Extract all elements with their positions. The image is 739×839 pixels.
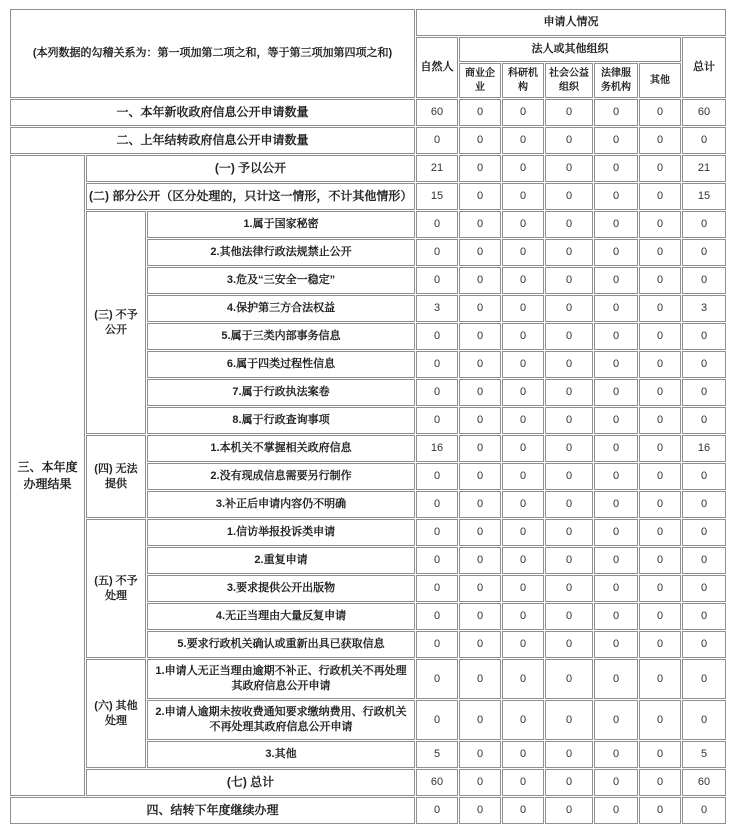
value-cell: 0 [459,99,501,126]
row-label: 二、上年结转政府信息公开申请数量 [10,127,415,154]
value-cell: 0 [416,463,458,490]
value-cell: 0 [416,491,458,518]
value-cell: 0 [459,797,501,824]
value-cell: 0 [545,183,593,210]
value-cell: 0 [639,463,681,490]
item-label: 3.危及“三安全一稳定” [147,267,415,294]
value-cell: 0 [502,323,544,350]
value-cell: 0 [502,127,544,154]
value-cell: 0 [459,155,501,182]
item-label: 7.属于行政执法案卷 [147,379,415,406]
value-cell: 0 [545,351,593,378]
value-cell: 0 [639,575,681,602]
value-cell: 0 [639,631,681,658]
value-cell: 0 [502,295,544,322]
value-cell: 0 [639,603,681,630]
value-cell: 0 [416,407,458,434]
value-cell: 0 [502,547,544,574]
value-cell: 0 [594,769,638,796]
disclosure-request-table [9,8,727,825]
value-cell: 0 [502,700,544,740]
value-cell: 0 [545,323,593,350]
value-cell: 0 [459,407,501,434]
item-label: 2.申请人逾期未按收费通知要求缴纳费用、行政机关不再处理其政府信息公开申请 [147,700,415,740]
row-label: (一) 予以公开 [86,155,415,182]
value-cell: 0 [416,379,458,406]
value-cell: 0 [682,127,726,154]
value-cell: 0 [502,491,544,518]
group-label-other: (六) 其他处理 [86,659,146,768]
value-cell: 0 [682,575,726,602]
value-cell: 0 [594,741,638,768]
value-cell: 0 [639,379,681,406]
value-cell: 0 [459,183,501,210]
value-cell: 3 [682,295,726,322]
value-cell: 0 [594,379,638,406]
value-cell: 0 [682,519,726,546]
value-cell: 0 [682,463,726,490]
value-cell: 0 [545,575,593,602]
value-cell: 0 [682,603,726,630]
value-cell: 0 [545,463,593,490]
value-cell: 0 [416,603,458,630]
row-label: (二) 部分公开（区分处理的，只计这一情形，不计其他情形） [86,183,415,210]
value-cell: 0 [594,183,638,210]
value-cell: 16 [416,435,458,462]
section3-label: 三、本年度办理结果 [10,155,85,796]
research-institution-header: 科研机构 [502,63,544,98]
value-cell: 0 [639,659,681,699]
value-cell: 0 [459,127,501,154]
value-cell: 0 [594,407,638,434]
value-cell: 0 [416,631,458,658]
group-label-denied: (三) 不予公开 [86,211,146,434]
value-cell: 0 [682,797,726,824]
value-cell: 0 [594,603,638,630]
natural-person-header: 自然人 [416,37,458,98]
value-cell: 0 [545,267,593,294]
value-cell: 0 [682,211,726,238]
value-cell: 0 [545,211,593,238]
item-label: 3.要求提供公开出版物 [147,575,415,602]
value-cell: 0 [682,659,726,699]
value-cell: 60 [682,99,726,126]
value-cell: 60 [416,99,458,126]
applicant-status-header: 申请人情况 [416,9,726,36]
item-label: 5.要求行政机关确认或重新出具已获取信息 [147,631,415,658]
value-cell: 0 [682,267,726,294]
value-cell: 0 [502,379,544,406]
total-header: 总计 [682,37,726,98]
value-cell: 0 [459,295,501,322]
value-cell: 0 [594,519,638,546]
value-cell: 0 [545,741,593,768]
value-cell: 0 [594,575,638,602]
value-cell: 0 [639,127,681,154]
value-cell: 0 [682,491,726,518]
value-cell: 0 [639,183,681,210]
value-cell: 16 [682,435,726,462]
value-cell: 0 [682,351,726,378]
value-cell: 15 [416,183,458,210]
value-cell: 0 [502,769,544,796]
value-cell: 0 [639,211,681,238]
legal-service-org-header: 法律服务机构 [594,63,638,98]
value-cell: 0 [639,351,681,378]
value-cell: 0 [545,547,593,574]
row-label: (七) 总计 [86,769,415,796]
value-cell: 0 [594,99,638,126]
other-org-header: 其他 [639,63,681,98]
value-cell: 0 [502,797,544,824]
value-cell: 0 [459,463,501,490]
value-cell: 0 [639,797,681,824]
value-cell: 0 [416,267,458,294]
value-cell: 0 [502,463,544,490]
value-cell: 0 [594,631,638,658]
value-cell: 0 [502,267,544,294]
value-cell: 0 [502,155,544,182]
value-cell: 0 [594,267,638,294]
value-cell: 0 [459,741,501,768]
value-cell: 0 [682,700,726,740]
item-label: 3.补正后申请内容仍不明确 [147,491,415,518]
value-cell: 0 [639,769,681,796]
value-cell: 0 [459,491,501,518]
value-cell: 0 [416,575,458,602]
value-cell: 0 [545,127,593,154]
value-cell: 0 [594,797,638,824]
value-cell: 0 [416,797,458,824]
value-cell: 15 [682,183,726,210]
row-label: 四、结转下年度继续办理 [10,797,415,824]
value-cell: 0 [459,211,501,238]
value-cell: 0 [594,435,638,462]
value-cell: 0 [502,351,544,378]
group-label-notprocess: (五) 不予处理 [86,519,146,658]
value-cell: 0 [502,99,544,126]
item-label: 4.保护第三方合法权益 [147,295,415,322]
value-cell: 0 [639,99,681,126]
item-label: 6.属于四类过程性信息 [147,351,415,378]
value-cell: 0 [545,99,593,126]
value-cell: 0 [502,519,544,546]
item-label: 1.属于国家秘密 [147,211,415,238]
value-cell: 0 [594,491,638,518]
value-cell: 0 [545,519,593,546]
item-label: 1.申请人无正当理由逾期不补正、行政机关不再处理其政府信息公开申请 [147,659,415,699]
value-cell: 0 [545,491,593,518]
value-cell: 0 [459,575,501,602]
value-cell: 0 [594,659,638,699]
value-cell: 0 [502,407,544,434]
value-cell: 0 [545,659,593,699]
value-cell: 0 [682,631,726,658]
value-cell: 0 [594,700,638,740]
value-cell: 0 [639,519,681,546]
value-cell: 5 [416,741,458,768]
item-label: 1.信访举报投诉类申请 [147,519,415,546]
value-cell: 0 [545,769,593,796]
value-cell: 0 [682,407,726,434]
value-cell: 5 [682,741,726,768]
item-label: 1.本机关不掌握相关政府信息 [147,435,415,462]
value-cell: 0 [545,603,593,630]
value-cell: 0 [416,323,458,350]
value-cell: 0 [459,519,501,546]
value-cell: 60 [682,769,726,796]
value-cell: 0 [682,547,726,574]
value-cell: 0 [594,463,638,490]
value-cell: 0 [416,547,458,574]
value-cell: 0 [639,435,681,462]
value-cell: 0 [639,323,681,350]
value-cell: 0 [502,183,544,210]
value-cell: 0 [682,323,726,350]
value-cell: 0 [594,239,638,266]
value-cell: 0 [682,379,726,406]
value-cell: 0 [416,239,458,266]
value-cell: 0 [639,295,681,322]
value-cell: 0 [594,155,638,182]
value-cell: 0 [416,211,458,238]
value-cell: 0 [416,519,458,546]
group-label-unable: (四) 无法提供 [86,435,146,518]
value-cell: 0 [502,239,544,266]
value-cell: 0 [459,267,501,294]
value-cell: 0 [639,155,681,182]
value-cell: 0 [416,351,458,378]
value-cell: 0 [459,351,501,378]
item-label: 5.属于三类内部事务信息 [147,323,415,350]
value-cell: 0 [594,295,638,322]
value-cell: 0 [639,491,681,518]
value-cell: 0 [459,239,501,266]
value-cell: 0 [594,351,638,378]
value-cell: 3 [416,295,458,322]
value-cell: 0 [459,659,501,699]
value-cell: 0 [545,155,593,182]
value-cell: 0 [502,575,544,602]
item-label: 4.无正当理由大量反复申请 [147,603,415,630]
item-label: 2.没有现成信息需要另行制作 [147,463,415,490]
value-cell: 0 [459,603,501,630]
value-cell: 0 [545,239,593,266]
item-label: 8.属于行政查询事项 [147,407,415,434]
value-cell: 0 [416,127,458,154]
header-note: (本列数据的勾稽关系为：第一项加第二项之和，等于第三项加第四项之和) [10,9,415,98]
value-cell: 21 [682,155,726,182]
value-cell: 0 [459,700,501,740]
value-cell: 0 [639,547,681,574]
value-cell: 0 [545,435,593,462]
value-cell: 0 [639,267,681,294]
value-cell: 0 [545,295,593,322]
row-label: 一、本年新收政府信息公开申请数量 [10,99,415,126]
value-cell: 0 [639,741,681,768]
value-cell: 0 [459,435,501,462]
legal-org-header: 法人或其他组织 [459,37,681,62]
value-cell: 0 [502,211,544,238]
value-cell: 0 [459,547,501,574]
value-cell: 21 [416,155,458,182]
value-cell: 0 [459,323,501,350]
value-cell: 0 [459,769,501,796]
item-label: 2.其他法律行政法规禁止公开 [147,239,415,266]
value-cell: 0 [502,631,544,658]
item-label: 2.重复申请 [147,547,415,574]
value-cell: 0 [416,700,458,740]
value-cell: 0 [594,211,638,238]
value-cell: 0 [639,239,681,266]
value-cell: 0 [545,631,593,658]
value-cell: 0 [594,547,638,574]
value-cell: 0 [682,239,726,266]
value-cell: 0 [502,659,544,699]
value-cell: 60 [416,769,458,796]
value-cell: 0 [639,700,681,740]
value-cell: 0 [459,631,501,658]
item-label: 3.其他 [147,741,415,768]
value-cell: 0 [502,741,544,768]
value-cell: 0 [545,379,593,406]
value-cell: 0 [594,323,638,350]
value-cell: 0 [502,603,544,630]
value-cell: 0 [545,407,593,434]
value-cell: 0 [594,127,638,154]
value-cell: 0 [545,700,593,740]
commercial-enterprise-header: 商业企业 [459,63,501,98]
value-cell: 0 [416,659,458,699]
value-cell: 0 [502,435,544,462]
public-welfare-org-header: 社会公益组织 [545,63,593,98]
value-cell: 0 [639,407,681,434]
value-cell: 0 [545,797,593,824]
value-cell: 0 [459,379,501,406]
